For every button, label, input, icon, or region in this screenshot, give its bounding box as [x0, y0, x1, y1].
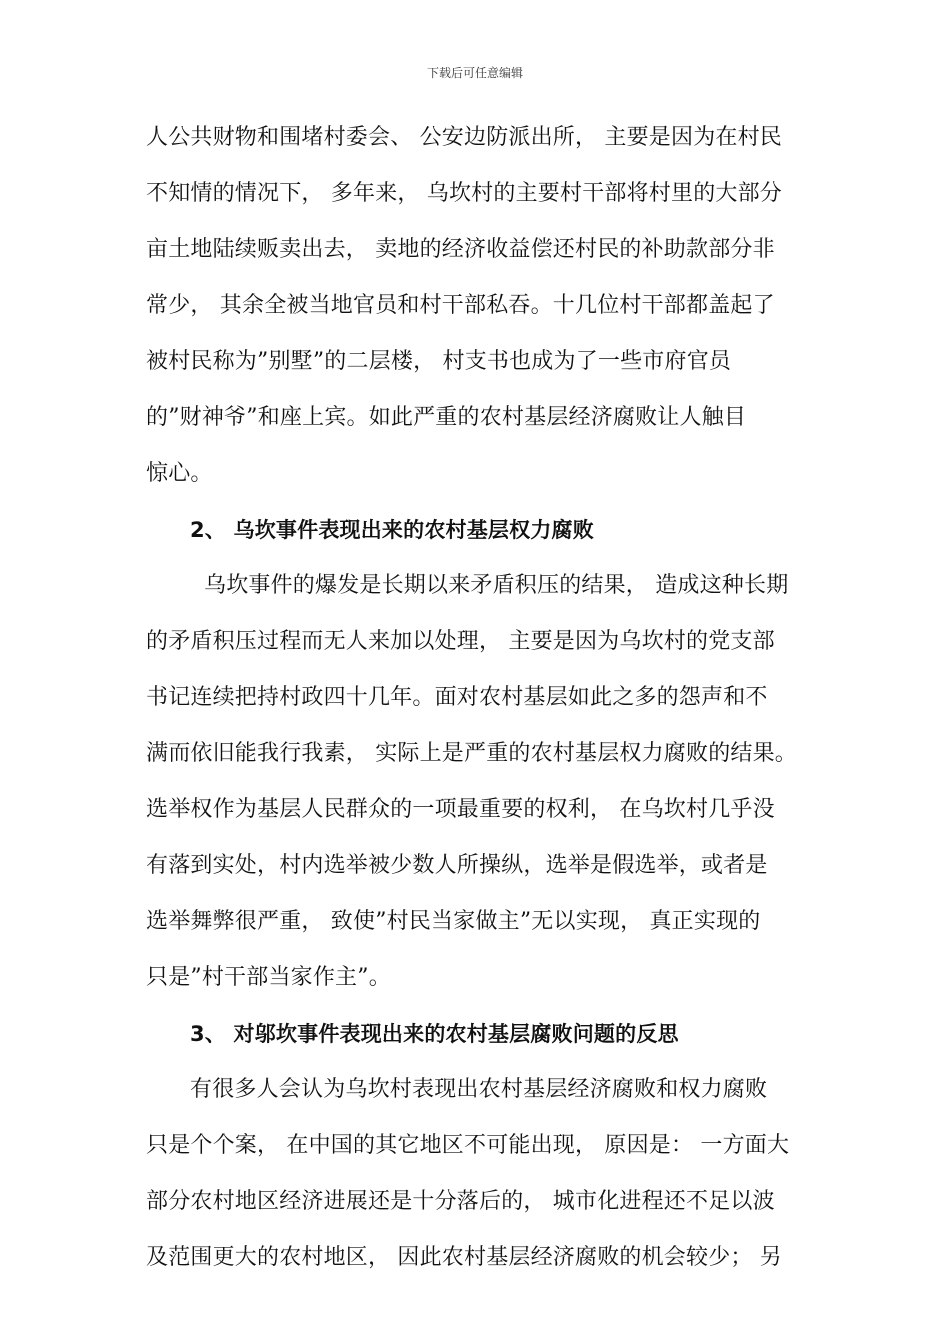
paragraph-line: 的矛盾积压过程而无人来加以处理， 主要是因为乌坎村的党支部: [146, 629, 775, 654]
section-heading-3: 3、 对邬坎事件表现出来的农村基层腐败问题的反思: [190, 1022, 679, 1046]
paragraph-line: 选举舞弊很严重， 致使”村民当家做主”无以实现， 真正实现的: [146, 909, 761, 934]
paragraph-line: 选举权作为基层人民群众的一项最重要的权利， 在乌坎村几乎没: [146, 797, 775, 822]
paragraph-line: 有落到实处，村内选举被少数人所操纵，选举是假选举，或者是: [146, 853, 768, 878]
document-body: [146, 118, 810, 1294]
paragraph-line: 人公共财物和围堵村委会、 公安边防派出所， 主要是因为在村民: [146, 125, 782, 150]
paragraph-line: 书记连续把持村政四十几年。面对农村基层如此之多的怨声和不: [146, 685, 768, 710]
paragraph-line: 亩土地陆续贩卖出去， 卖地的经济收益偿还村民的补助款部分非: [146, 237, 775, 262]
paragraph-line: 有很多人会认为乌坎村表现出农村基层经济腐败和权力腐败: [190, 1077, 768, 1102]
paragraph-line: 不知情的情况下， 多年来， 乌坎村的主要村干部将村里的大部分: [146, 181, 782, 206]
paragraph-line: 满而依旧能我行我素， 实际上是严重的农村基层权力腐败的结果。: [146, 741, 797, 766]
paragraph-line: 只是个个案， 在中国的其它地区不可能出现， 原因是： 一方面大: [146, 1133, 790, 1158]
paragraph-line: 乌坎事件的爆发是长期以来矛盾积压的结果， 造成这种长期: [204, 573, 789, 598]
paragraph-line: 及范围更大的农村地区， 因此农村基层经济腐败的机会较少； 另: [146, 1245, 782, 1270]
page-header: 下载后可任意编辑: [426, 66, 523, 80]
paragraph-line: 惊心。: [146, 461, 213, 486]
paragraph-line: 常少， 其余全被当地官员和村干部私吞。十几位村干部都盖起了: [146, 293, 775, 318]
paragraph-line: 部分农村地区经济进展还是十分落后的， 城市化进程还不足以波: [146, 1189, 775, 1214]
paragraph-line: 只是”村干部当家作主”。: [146, 965, 391, 990]
paragraph-line: 被村民称为”别墅”的二层楼， 村支书也成为了一些市府官员: [146, 349, 732, 374]
paragraph-line: 的”财神爷”和座上宾。如此严重的农村基层经济腐败让人触目: [146, 405, 747, 430]
section-heading-2: 2、 乌坎事件表现出来的农村基层权力腐败: [190, 518, 594, 542]
